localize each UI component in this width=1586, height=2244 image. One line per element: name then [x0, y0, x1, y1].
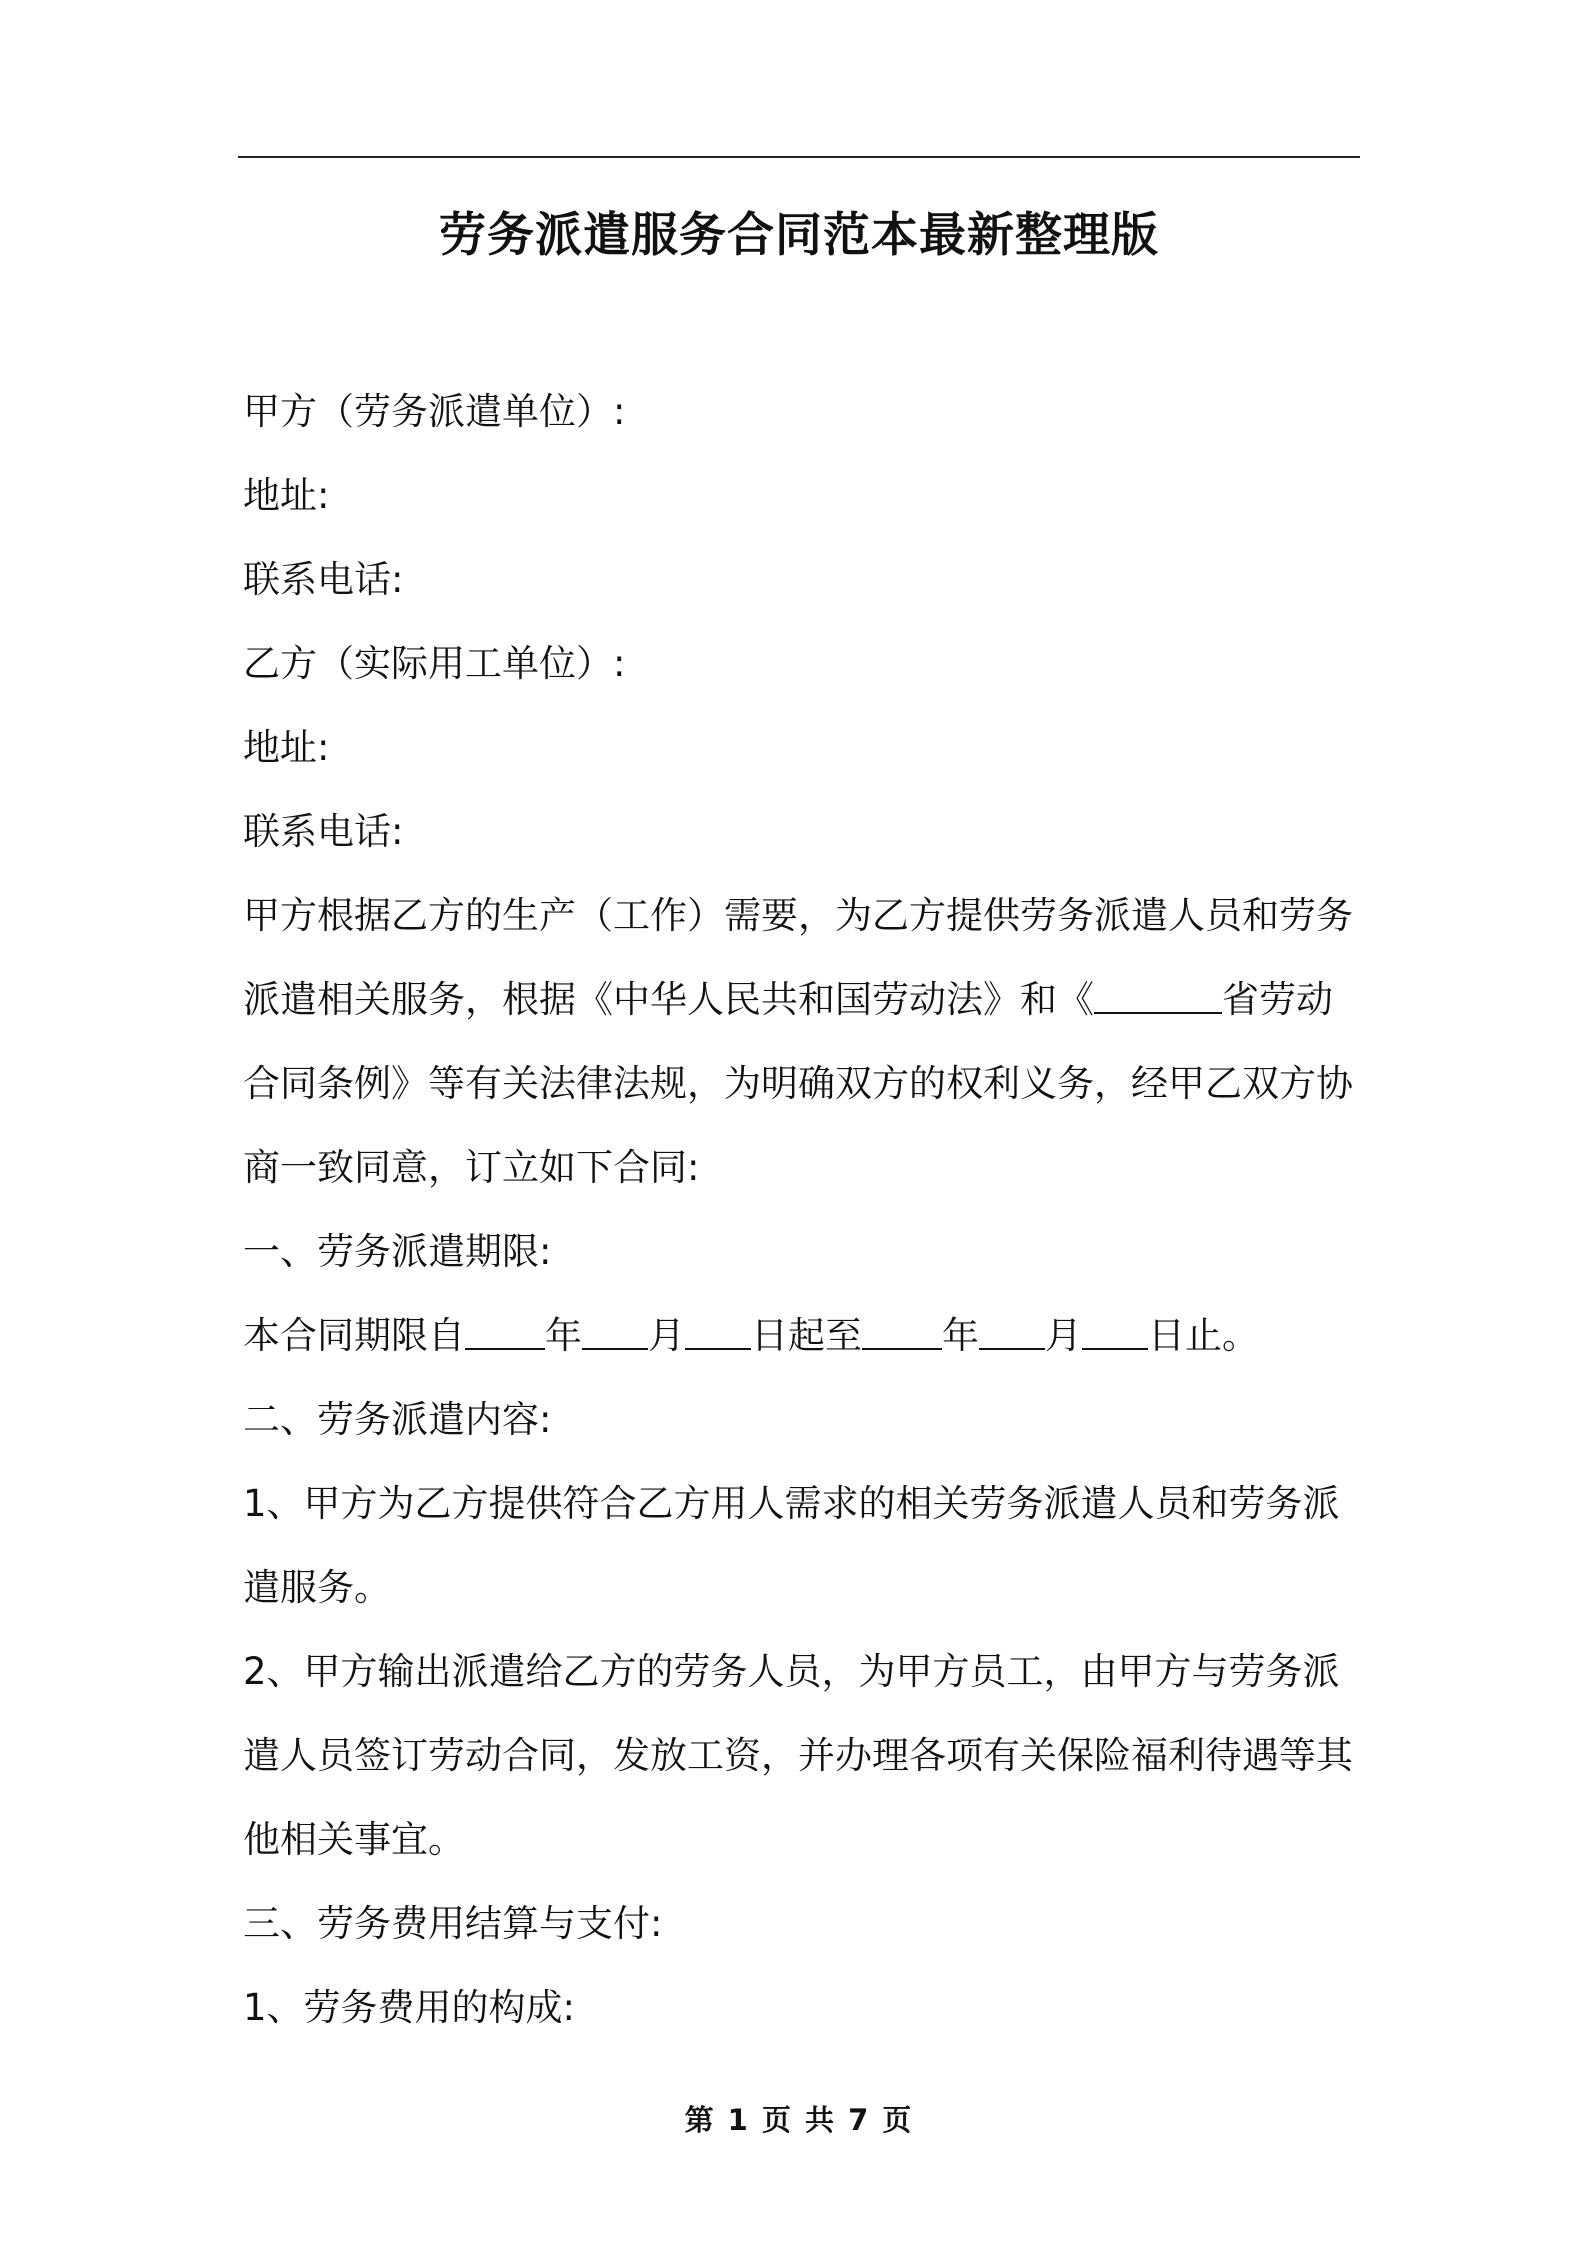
preamble-line-2-text-a: 派遣相关服务，根据《中华人民共和国劳动法》和《 [243, 978, 1094, 1021]
term-text-6: 月 [1045, 1314, 1082, 1357]
section-2-heading: 二、劳务派遣内容: [243, 1398, 552, 1441]
term-text-4: 日起至 [751, 1314, 862, 1357]
document-title: 劳务派遣服务合同范本最新整理版 [439, 208, 1159, 263]
page-number-footer: 第 1 页 共 7 页 [684, 2103, 914, 2137]
document-body [243, 370, 1360, 2050]
preamble-line-2 [243, 958, 1360, 1042]
term-text-2: 年 [545, 1314, 582, 1357]
section-2-item-2-line-3: 他相关事宜。 [243, 1818, 465, 1861]
preamble-line-2-text-b: 省劳动 [1222, 978, 1333, 1021]
end-year-blank [862, 1314, 942, 1350]
party-a-label: 甲方（劳务派遣单位）: [243, 390, 626, 433]
term-text-1: 本合同期限自 [243, 1314, 465, 1357]
section-2-item-1-line-2: 遣服务。 [243, 1566, 391, 1609]
term-text-3: 月 [648, 1314, 685, 1357]
party-a-phone: 联系电话: [243, 558, 404, 601]
section-3-heading: 三、劳务费用结算与支付: [243, 1902, 663, 1945]
contract-term-line [243, 1294, 1360, 1378]
section-2-item-1-line-1: 1、甲方为乙方提供符合乙方用人需求的相关劳务派遣人员和劳务派 [243, 1482, 1340, 1525]
party-b-address: 地址: [243, 726, 330, 769]
section-2-item-2-line-2: 遣人员签订劳动合同，发放工资，并办理各项有关保险福利待遇等其 [243, 1734, 1353, 1777]
term-text-7: 日止。 [1148, 1314, 1259, 1357]
section-1-heading: 一、劳务派遣期限: [243, 1230, 552, 1273]
start-year-blank [465, 1314, 545, 1350]
preamble-line-1: 甲方根据乙方的生产（工作）需要，为乙方提供劳务派遣人员和劳务 [243, 894, 1353, 937]
start-day-blank [685, 1314, 751, 1350]
section-2-item-2-line-1: 2、甲方输出派遣给乙方的劳务人员，为甲方员工，由甲方与劳务派 [243, 1650, 1340, 1693]
start-month-blank [582, 1314, 648, 1350]
header-rule [238, 156, 1360, 158]
party-b-label: 乙方（实际用工单位）: [243, 642, 626, 685]
province-blank [1094, 978, 1222, 1014]
term-text-5: 年 [942, 1314, 979, 1357]
end-day-blank [1082, 1314, 1148, 1350]
section-3-item-1: 1、劳务费用的构成: [243, 1986, 576, 2029]
end-month-blank [979, 1314, 1045, 1350]
party-a-address: 地址: [243, 474, 330, 517]
preamble-line-3: 合同条例》等有关法律法规，为明确双方的权利义务，经甲乙双方协 [243, 1062, 1353, 1105]
preamble-line-4: 商一致同意，订立如下合同: [243, 1146, 700, 1189]
party-b-phone: 联系电话: [243, 810, 404, 853]
